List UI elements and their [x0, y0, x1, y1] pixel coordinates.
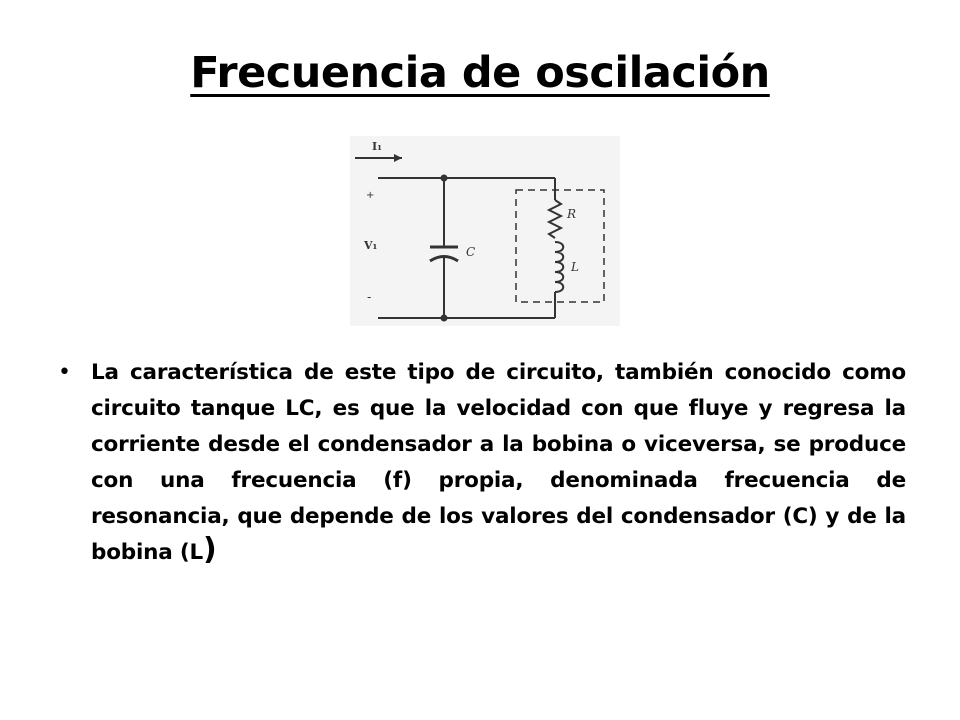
voltage-label: V₁ — [364, 239, 378, 252]
slide-title: Frecuencia de oscilación — [190, 48, 770, 98]
bullet-closing-paren: ) — [202, 532, 217, 567]
bullet-marker: • — [58, 360, 71, 385]
bullet-list — [56, 355, 906, 571]
bullet-item — [56, 355, 906, 571]
inductor-label: L — [571, 260, 579, 274]
diagram-background — [350, 136, 620, 326]
resistor-label: R — [567, 207, 577, 221]
plus-label: + — [366, 190, 375, 201]
minus-label: - — [367, 290, 372, 304]
bullet-body: La característica de este tipo de circuito, también conocido como circuito tanque LC, es que la velocidad con que fluye y regresa la corriente desde el condensador a la bobina o viceversa, se produce con una frecuencia (f) propia, denominada frecuencia de resonancia, que depende de los valores del condensador (C) y de la bobina (L — [91, 360, 906, 565]
lc-tank-circuit-diagram — [340, 128, 625, 328]
bullet-text — [91, 355, 906, 571]
current-label: I₁ — [372, 140, 382, 153]
capacitor-label: C — [466, 245, 476, 259]
